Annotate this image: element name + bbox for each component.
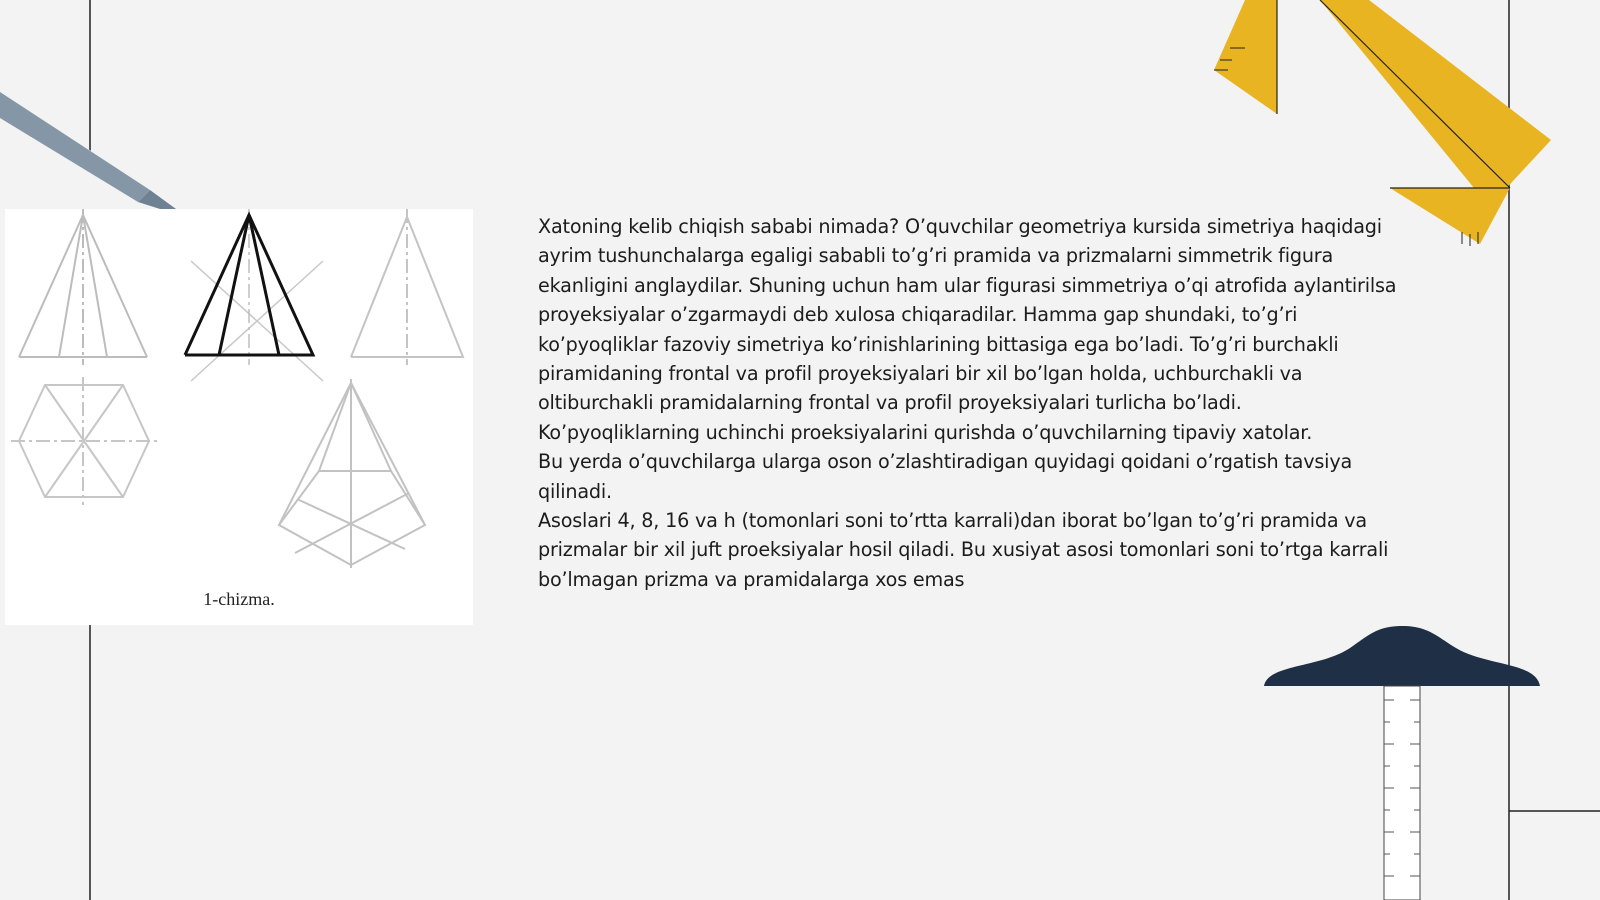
paragraph-rule: Asoslari 4, 8, 16 va h (tomonlari soni to’rtta karrali)dan iborat bo’lgan to’g’ri pramida va prizmalar bir xil juft proeksiyalar hosil qiladi. Bu xusiyat asosi tomonlari soni to’rtga karrali bo’lmagan prizma va pramidalarga xos emas (538, 509, 1389, 591)
hexagon-top-view (11, 377, 157, 505)
pyramid-highlighted-view (185, 209, 323, 381)
projection-drawings (5, 209, 473, 625)
pyramid-front-view (19, 209, 147, 365)
pentagonal-pyramid-view (279, 379, 425, 571)
pyramid-side-view (351, 209, 463, 365)
pencil-icon (0, 92, 176, 209)
slide-body-text (538, 212, 1398, 594)
paragraph-error-cause: Xatoning kelib chiqish sababi nimada? O’quvchilar geometriya kursida simetriya haqidagi ayrim tushunchalarga egaligi sababli to’g’ri pramida va prizmalarni simmetrik figura ekanligini anglaydilar. Shuning uchun ham ular figurasi simmetriya o’qi atrofida aylantirilsa proyeksiyalar o’zgarmaydi deb xulosa chiqaradilar. Hamma gap shundaki, to’g’ri ko’pyoqliklar fazoviy simetriya ko’rinishlarining bittasiga ega bo’ladi. To’g’ri burchakli piramidaning frontal va profil proyeksiyalari bir xil bo’lgan holda, uchburchakli va oltiburchakli pramidalarning frontal va profil proyeksiyalari turlicha bo’ladi. Ko’pyoqliklarning uchinchi proeksiyalarini qurishda o’quvchilarning tipaviy xatolar. (538, 215, 1397, 444)
t-square-icon (1264, 626, 1540, 900)
projection-figure (5, 209, 473, 625)
set-square-icon (1214, 0, 1551, 246)
paragraph-recommendation: Bu yerda o’quvchilarga ularga oson o’zlashtiradigan quyidagi qoidani o’rgatish tavsiya qilinadi. (538, 450, 1353, 503)
figure-caption: 1-chizma. (203, 589, 275, 609)
